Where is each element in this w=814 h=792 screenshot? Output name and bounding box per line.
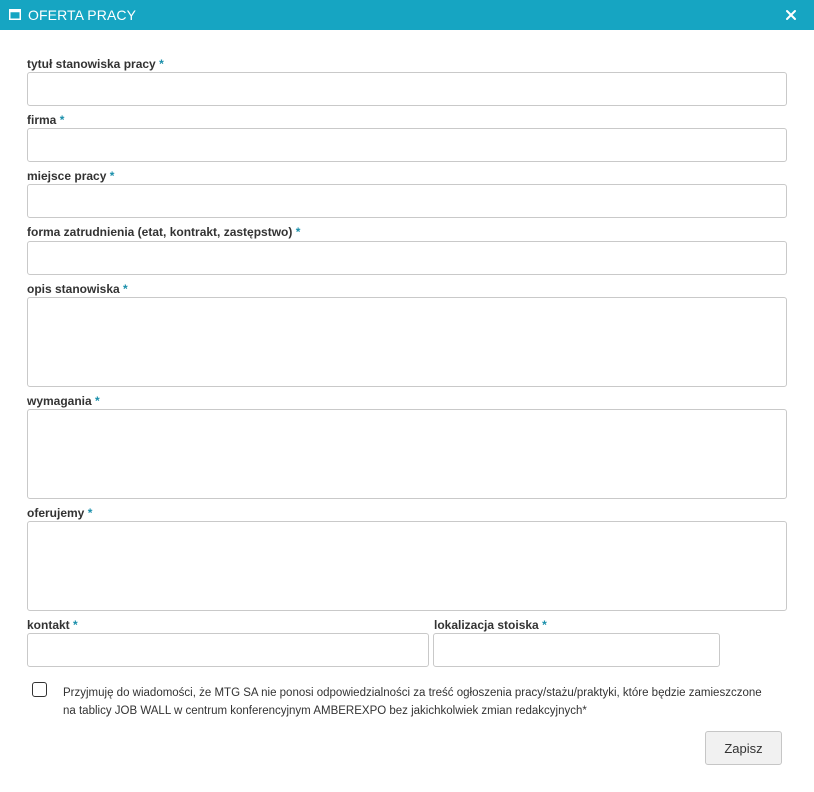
required-mark: * [109, 169, 115, 183]
required-mark: * [59, 113, 65, 127]
employment-type-input[interactable] [27, 241, 787, 275]
job-description-label-text: opis stanowiska [27, 282, 120, 296]
employment-type-label-text: forma zatrudnienia (etat, kontrakt, zastępstwo) [27, 225, 293, 239]
consent-checkbox[interactable] [32, 682, 47, 697]
required-mark: * [159, 57, 164, 71]
job-description-label [27, 282, 128, 296]
dialog-titlebar [0, 0, 814, 30]
we-offer-label-text: oferujemy [27, 506, 85, 520]
workplace-label-text: miejsce pracy [27, 169, 107, 183]
company-input[interactable] [27, 128, 787, 162]
booth-location-input[interactable] [433, 633, 720, 667]
job-title-label-text: tytuł stanowiska pracy [27, 57, 156, 71]
window-icon [9, 9, 21, 20]
requirements-textarea[interactable] [27, 409, 787, 499]
workplace-label [27, 169, 114, 183]
workplace-input[interactable] [27, 184, 787, 218]
job-description-textarea[interactable] [27, 297, 787, 387]
close-icon[interactable] [782, 6, 800, 24]
we-offer-label [27, 506, 92, 520]
job-title-input[interactable] [27, 72, 787, 106]
requirements-label-text: wymagania [27, 394, 92, 408]
job-title-label [27, 57, 164, 71]
consent-text: Przyjmuję do wiadomości, że MTG SA nie ponosi odpowiedzialności za treść ogłoszenia pracy/stażu/praktyki, które będzie zamieszczone na tablicy JOB WALL w centrum konferencyjnym AMBEREXPO bez jakichkolwiek zmian redakcyjnych* [63, 687, 762, 717]
contact-label [27, 618, 78, 632]
booth-location-label [434, 618, 547, 632]
we-offer-textarea[interactable] [27, 521, 787, 611]
save-button[interactable]: Zapisz [705, 731, 782, 765]
required-mark: * [95, 394, 100, 408]
requirements-label [27, 394, 100, 408]
company-label-text: firma [27, 113, 57, 127]
booth-location-label-text: lokalizacja stoiska [434, 618, 539, 632]
required-mark: * [87, 506, 93, 520]
employment-type-label [27, 225, 300, 239]
required-mark: * [542, 618, 547, 632]
required-mark: * [123, 282, 128, 296]
dialog-title: OFERTA PRACY [28, 7, 137, 23]
required-mark: * [295, 225, 301, 239]
required-mark: * [73, 618, 78, 632]
contact-label-text: kontakt [27, 618, 70, 632]
contact-input[interactable] [27, 633, 429, 667]
company-label [27, 113, 64, 127]
